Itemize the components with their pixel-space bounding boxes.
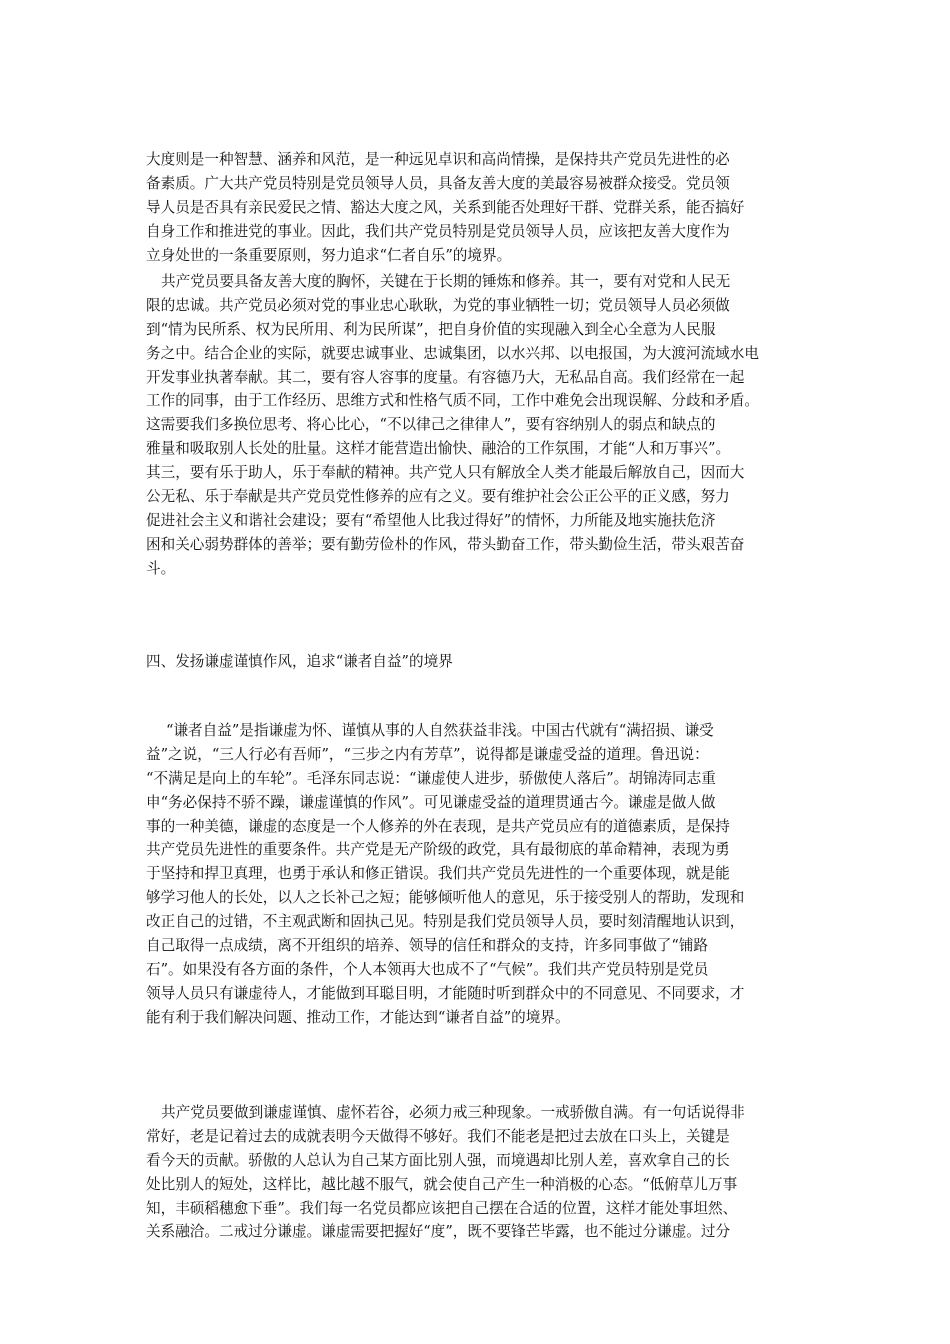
text-line: 领导人员只有谦虚待人，才能做到耳聪目明，才能随时听到群众中的不同意见、不同要求，才 xyxy=(146,984,745,1002)
text-line: 于坚持和捍卫真理，也勇于承认和修正错误。我们共产党员先进性的一个重要体现，就是能 xyxy=(146,865,730,883)
text-line: 知，丰硕稻穗愈下垂”。我们每一名党员都应该把自己摆在合适的位置，这样才能处事坦然、 xyxy=(146,1199,738,1217)
text-line: 公无私、乐于奉献是共产党员党性修养的应有之义。要有维护社会公正公平的正义感，努力 xyxy=(146,488,730,506)
text-line: 限的忠诚。共产党员必须对党的事业忠心耿耿，为党的事业牺牲一切；党员领导人员必须做 xyxy=(146,296,730,314)
text-line: 共产党员先进性的重要条件。共产党是无产阶级的政党，具有最彻底的革命精神，表现为勇 xyxy=(146,841,730,859)
paragraph-modesty-benefit xyxy=(146,719,808,1030)
text-line: 够学习他人的长处，以人之长补己之短；能够倾听他人的意见，乐于接受别人的帮助，发现和 xyxy=(146,889,745,907)
text-line: 常好，老是记着过去的成就表明今天做得不够好。我们不能老是把过去放在口头上，关键是 xyxy=(146,1127,730,1145)
text-line: 务之中。结合企业的实际，就要忠诚事业、忠诚集团，以水兴邦、以电报国，为大渡河流域水电 xyxy=(146,344,759,362)
paragraph-tolerance-conclusion xyxy=(146,148,808,267)
text-line: 立身处世的一条重要原则，努力追求“仁者自乐”的境界。 xyxy=(146,246,512,264)
text-line: 事的一种美德，谦虚的态度是一个人修养的外在表现，是共产党员应有的道德素质，是保持 xyxy=(146,817,730,835)
text-line: 关系融洽。二戒过分谦虚。谦虚需要把握好“度”，既不要锋芒毕露，也不能过分谦虚。过分 xyxy=(146,1223,731,1241)
section-heading xyxy=(146,650,808,674)
text-line: 导人员是否具有亲民爱民之情、豁达大度之风，关系到能否处理好干群、党群关系，能否搞好 xyxy=(146,198,745,216)
text-line: “不满足是向上的车轮”。毛泽东同志说：“谦虚使人进步，骄傲使人落后”。胡锦涛同志重 xyxy=(146,769,716,787)
section-heading-text: 四、发扬谦虚谨慎作风，追求“谦者自益”的境界 xyxy=(146,653,453,670)
text-line: 促进社会主义和谐社会建设；要有“希望他人比我过得好”的情怀，力所能及地实施扶危济 xyxy=(146,511,716,529)
text-line: 雅量和吸取别人长处的肚量。这样才能营造出愉快、融洽的工作氛围，才能“人和万事兴”。 xyxy=(146,440,731,458)
text-line: 看今天的贡献。骄傲的人总认为自己某方面比别人强，而境遇却比别人差，喜欢拿自己的长 xyxy=(146,1151,730,1169)
text-line: 申“务必保持不骄不躁，谦虚谨慎的作风”。可见谦虚受益的道理贯通古今。谦虚是做人做 xyxy=(146,793,716,811)
text-line: 自身工作和推进党的事业。因此，我们共产党员特别是党员领导人员，应该把友善大度作为 xyxy=(146,222,730,240)
text-line: 能有利于我们解决问题、推动工作，才能达到“谦者自益”的境界。 xyxy=(146,1008,570,1026)
text-line: 斗。 xyxy=(146,559,176,577)
text-line: “谦者自益”是指谦虚为怀、谨慎从事的人自然获益非浅。中国古代就有“满招损、谦受 xyxy=(166,722,714,739)
text-line: 大度则是一种智慧、涵养和风范，是一种远见卓识和高尚情操，是保持共产党员先进性的必 xyxy=(146,151,730,168)
text-line: 改正自己的过错，不主观武断和固执己见。特别是我们党员领导人员，要时刻清醒地认识到， xyxy=(146,913,745,931)
text-line: 备素质。广大共产党员特别是党员领导人员，具备友善大度的美最容易被群众接受。党员领 xyxy=(146,174,730,192)
text-line: 其三，要有乐于助人，乐于奉献的精神。共产党人只有解放全人类才能最后解放自己，因而大 xyxy=(146,464,745,482)
text-line: 困和关心弱势群体的善举；要有勤劳俭朴的作风，带头勤奋工作，带头勤俭生活，带头艰苦奋 xyxy=(146,535,745,553)
text-line: 到“情为民所系、权为民所用、利为民所谋”，把自身价值的实现融入到全心全意为人民服 xyxy=(146,320,716,338)
text-line: 这需要我们多换位思考、将心比心，“不以律己之律律人”，要有容纳别人的弱点和缺点的 xyxy=(146,416,716,434)
text-line: 处比别人的短处，这样比，越比越不服气，就会使自己产生一种消极的心态。“低俯草儿万事 xyxy=(146,1175,738,1193)
text-line: 开发事业执著奉献。其二，要有容人容事的度量。有容德乃大，无私品自高。我们经常在一起 xyxy=(146,368,745,386)
text-line: 工作的同事，由于工作经历、思维方式和性格气质不同，工作中难免会出现误解、分歧和矛盾。 xyxy=(146,392,759,410)
text-line: 益”之说，“三人行必有吾师”，“三步之内有芳草”，说得都是谦虚受益的道理。鲁迅说： xyxy=(146,745,709,763)
paragraph-tolerance-cultivation xyxy=(146,270,808,581)
paragraph-modesty-warnings xyxy=(146,1101,808,1244)
text-line: 石”。如果没有各方面的条件，个人本领再大也成不了“气候”。我们共产党员特别是党员 xyxy=(146,960,709,978)
text-line: 自己取得一点成绩，离不开组织的培养、领导的信任和群众的支持，许多同事做了“铺路 xyxy=(146,937,709,955)
text-line: 共产党员要具备友善大度的胸怀，关键在于长期的锤炼和修养。其一，要有对党和人民无 xyxy=(161,273,731,290)
text-line: 共产党员要做到谦虚谨慎、虚怀若谷，必须力戒三种现象。一戒骄傲自满。有一句话说得非 xyxy=(161,1104,745,1121)
